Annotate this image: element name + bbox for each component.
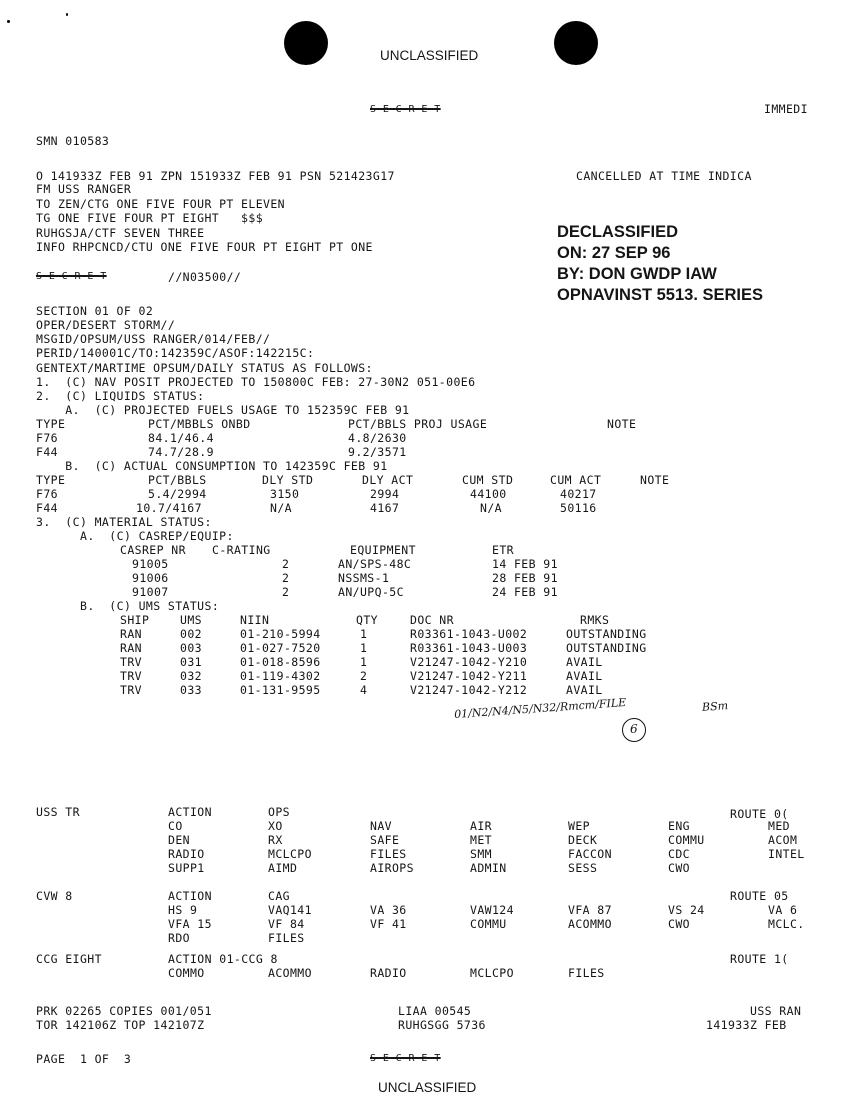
table-cell: F44 (36, 501, 58, 515)
distribution-addressee: FILES (568, 966, 605, 980)
table-cell: N/A (480, 501, 502, 515)
distribution-addressee: VA 6 (768, 903, 798, 917)
handwritten-initials: BSm (701, 699, 729, 714)
dtg-line: O 141933Z FEB 91 ZPN 151933Z FEB 91 PSN 521423G17 (36, 169, 395, 183)
table-header: NOTE (607, 417, 637, 431)
table-cell: 24 FEB 91 (492, 585, 558, 599)
distribution-addressee: VFA 87 (568, 903, 612, 917)
distribution-unit: USS TR (36, 805, 80, 819)
scan-mark (66, 13, 68, 16)
table-header: CUM ACT (550, 473, 602, 487)
distribution-unit: CCG EIGHT (36, 952, 102, 966)
distribution-addressee: VF 41 (370, 917, 407, 931)
distribution-addressee: CWO (668, 861, 690, 875)
classification-top: UNCLASSIFIED (380, 48, 479, 63)
table-cell: 5.4/2994 (148, 487, 207, 501)
table-cell: 4 (360, 683, 368, 697)
table-cell: 2994 (370, 487, 400, 501)
message-serial: //N03500// (168, 270, 242, 284)
section-title: A. (C) CASREP/EQUIP: (80, 529, 234, 543)
table-header: NOTE (640, 473, 670, 487)
table-cell: F44 (36, 445, 58, 459)
table-cell: 2 (360, 669, 368, 683)
distribution-route: ROUTE 1( (730, 952, 789, 966)
table-cell: 84.1/46.4 (148, 431, 214, 445)
body-line: PERID/140001C/TO:142359C/ASOF:142215C: (36, 346, 315, 360)
secret-marking-top: S E C R E T (370, 104, 441, 115)
table-cell: AVAIL (566, 655, 603, 669)
table-cell: 91007 (132, 585, 169, 599)
distribution-addressee: FILES (370, 847, 407, 861)
table-cell: 1 (360, 655, 368, 669)
scan-mark (7, 20, 10, 23)
table-cell: 40217 (560, 487, 597, 501)
distribution-addressee: DEN (168, 833, 190, 847)
tg-line: TG ONE FIVE FOUR PT EIGHT $$$ (36, 211, 264, 225)
footer-dtg: 141933Z FEB (706, 1018, 787, 1032)
table-cell: OUTSTANDING (566, 641, 647, 655)
distribution-addressee: OPS (268, 805, 290, 819)
punch-hole-right (554, 21, 598, 65)
section-title: B. (C) UMS STATUS: (80, 599, 220, 613)
secret-marking-bottom: S E C R E T (370, 1053, 441, 1064)
distribution-addressee: SUPP1 (168, 861, 205, 875)
distribution-addressee: CO (168, 819, 183, 833)
distribution-addressee: DECK (568, 833, 598, 847)
distribution-addressee: RADIO (168, 847, 205, 861)
table-cell: OUTSTANDING (566, 627, 647, 641)
distribution-route: ROUTE 0( (730, 807, 789, 821)
distribution-addressee: MCLC. (768, 917, 805, 931)
distribution-addressee: AIROPS (370, 861, 414, 875)
table-header: CASREP NR (120, 543, 186, 557)
distribution-addressee: SAFE (370, 833, 400, 847)
distribution-addressee: COMMU (668, 833, 705, 847)
body-line: GENTEXT/MARTIME OPSUM/DAILY STATUS AS FOLLOWS: (36, 361, 373, 375)
body-line: 2. (C) LIQUIDS STATUS: (36, 389, 205, 403)
table-cell: 031 (180, 655, 202, 669)
footer-ruhg: RUHGSGG 5736 (398, 1018, 486, 1032)
table-cell: 003 (180, 641, 202, 655)
circled-number-text: 6 (630, 722, 638, 736)
body-line: A. (C) PROJECTED FUELS USAGE TO 152359C FEB 91 (36, 403, 410, 417)
distribution-addressee: CAG (268, 889, 290, 903)
footer-liaa: LIAA 00545 (398, 1004, 472, 1018)
table-cell: TRV (120, 669, 142, 683)
table-header: PCT/BBLS (148, 473, 207, 487)
table-cell: F76 (36, 431, 58, 445)
distribution-addressee: MED (768, 819, 790, 833)
table-cell: F76 (36, 487, 58, 501)
distribution-addressee: XO (268, 819, 283, 833)
distribution-addressee: ACOMMO (568, 917, 612, 931)
footer-prk: PRK 02265 COPIES 001/051 (36, 1004, 212, 1018)
body-line: 1. (C) NAV POSIT PROJECTED TO 150800C FEB: 27-30N2 051-00E6 (36, 375, 476, 389)
table-cell: R03361-1043-U003 (410, 641, 528, 655)
table-header: DOC NR (410, 613, 454, 627)
table-cell: 4.8/2630 (348, 431, 407, 445)
table-header: PCT/MBBLS ONBD (148, 417, 251, 431)
table-cell: 14 FEB 91 (492, 557, 558, 571)
distribution-addressee: VAQ141 (268, 903, 312, 917)
distribution-addressee: HS 9 (168, 903, 198, 917)
distribution-addressee: SMM (470, 847, 492, 861)
footer-tor: TOR 142106Z TOP 142107Z (36, 1018, 205, 1032)
punch-hole-left (284, 21, 328, 65)
distribution-addressee: NAV (370, 819, 392, 833)
table-header: RMKS (580, 613, 610, 627)
table-cell: 01-119-4302 (240, 669, 321, 683)
section-title: 3. (C) MATERIAL STATUS: (36, 515, 212, 529)
distribution-addressee: MCLCPO (268, 847, 312, 861)
ruhg-line: RUHGSJA/CTF SEVEN THREE (36, 226, 205, 240)
distribution-addressee: VFA 15 (168, 917, 212, 931)
distribution-addressee: ADMIN (470, 861, 507, 875)
distribution-addressee: SESS (568, 861, 598, 875)
distribution-addressee: VA 36 (370, 903, 407, 917)
table-cell: R03361-1043-U002 (410, 627, 528, 641)
distribution-addressee: ACOM (768, 833, 798, 847)
body-line: OPER/DESERT STORM// (36, 318, 176, 332)
precedence: IMMEDI (764, 102, 808, 116)
table-cell: 1 (360, 627, 368, 641)
body-line: MSGID/OPSUM/USS RANGER/014/FEB// (36, 332, 271, 346)
table-cell: RAN (120, 641, 142, 655)
table-cell: AN/UPQ-5C (338, 585, 404, 599)
page-number: PAGE 1 OF 3 (36, 1052, 132, 1066)
table-cell: V21247-1042-Y210 (410, 655, 528, 669)
stamp-line: BY: DON GWDP IAW (557, 265, 717, 283)
table-header: DLY ACT (362, 473, 414, 487)
table-cell: 032 (180, 669, 202, 683)
secret-marking-inline: S E C R E T (36, 271, 107, 282)
distribution-addressee: ACTION (168, 889, 212, 903)
table-header: NIIN (240, 613, 270, 627)
table-cell: TRV (120, 683, 142, 697)
table-cell: 033 (180, 683, 202, 697)
table-header: SHIP (120, 613, 150, 627)
distribution-addressee: ACTION 01-CCG 8 (168, 952, 278, 966)
distribution-addressee: RDO (168, 931, 190, 945)
distribution-addressee: WEP (568, 819, 590, 833)
table-cell: 002 (180, 627, 202, 641)
table-cell: NSSMS-1 (338, 571, 390, 585)
table-cell: AVAIL (566, 683, 603, 697)
table-header: C-RATING (212, 543, 271, 557)
table-cell: 91006 (132, 571, 169, 585)
distribution-addressee: RX (268, 833, 283, 847)
to-line: TO ZEN/CTG ONE FIVE FOUR PT ELEVEN (36, 197, 286, 211)
distribution-addressee: COMMU (470, 917, 507, 931)
table-cell: 74.7/28.9 (148, 445, 214, 459)
table-cell: TRV (120, 655, 142, 669)
classification-bottom: UNCLASSIFIED (378, 1080, 477, 1095)
cancel-note: CANCELLED AT TIME INDICA (576, 169, 752, 183)
table-cell: 01-210-5994 (240, 627, 321, 641)
distribution-addressee: MET (470, 833, 492, 847)
table-cell: N/A (270, 501, 292, 515)
handwritten-routing: 01/N2/N4/N5/N32/Rmcm/FILE (453, 696, 627, 721)
smn-number: SMN 010583 (36, 134, 110, 148)
distribution-addressee: INTEL (768, 847, 805, 861)
table-cell: 9.2/3571 (348, 445, 407, 459)
distribution-addressee: ENG (668, 819, 690, 833)
table-cell: AN/SPS-48C (338, 557, 412, 571)
table-header: CUM STD (462, 473, 514, 487)
stamp-line: OPNAVINST 5513. SERIES (557, 286, 764, 304)
table-cell: 2 (282, 585, 290, 599)
distribution-addressee: CWO (668, 917, 690, 931)
table-cell: 2 (282, 557, 290, 571)
distribution-addressee: COMMO (168, 966, 205, 980)
distribution-addressee: MCLCPO (470, 966, 514, 980)
table-cell: 50116 (560, 501, 597, 515)
table-cell: 44100 (470, 487, 507, 501)
distribution-addressee: VS 24 (668, 903, 705, 917)
table-header: UMS (180, 613, 202, 627)
body-line: SECTION 01 OF 02 (36, 304, 154, 318)
distribution-addressee: FACCON (568, 847, 612, 861)
table-cell: 28 FEB 91 (492, 571, 558, 585)
distribution-addressee: AIR (470, 819, 492, 833)
footer-uss: USS RAN (750, 1004, 802, 1018)
distribution-addressee: VF 84 (268, 917, 305, 931)
stamp-line: DECLASSIFIED (557, 223, 679, 241)
declassified-stamp (557, 222, 763, 306)
distribution-addressee: ACOMMO (268, 966, 312, 980)
table-header: QTY (356, 613, 378, 627)
table-cell: V21247-1042-Y211 (410, 669, 528, 683)
table-cell: 01-131-9595 (240, 683, 321, 697)
stamp-line: ON: 27 SEP 96 (557, 244, 671, 262)
table-header: DLY STD (262, 473, 314, 487)
table-cell: 01-018-8596 (240, 655, 321, 669)
table-cell: 91005 (132, 557, 169, 571)
table-header: TYPE (36, 473, 66, 487)
table-cell: 1 (360, 641, 368, 655)
table-cell: 4167 (370, 501, 400, 515)
info-line: INFO RHPCNCD/CTU ONE FIVE FOUR PT EIGHT PT ONE (36, 240, 373, 254)
from-line: FM USS RANGER (36, 182, 132, 196)
table-cell: 10.7/4167 (136, 501, 202, 515)
table-header: TYPE (36, 417, 66, 431)
table-cell: V21247-1042-Y212 (410, 683, 528, 697)
distribution-addressee: ACTION (168, 805, 212, 819)
table-cell: 2 (282, 571, 290, 585)
table-cell: 3150 (270, 487, 300, 501)
table-header: EQUIPMENT (350, 543, 416, 557)
circled-number (622, 718, 646, 742)
distribution-addressee: VAW124 (470, 903, 514, 917)
table-header: ETR (492, 543, 514, 557)
distribution-addressee: AIMD (268, 861, 298, 875)
table-cell: RAN (120, 627, 142, 641)
distribution-addressee: CDC (668, 847, 690, 861)
distribution-unit: CVW 8 (36, 889, 73, 903)
table-header: PCT/BBLS PROJ USAGE (348, 417, 488, 431)
table-cell: 01-027-7520 (240, 641, 321, 655)
section-title: B. (C) ACTUAL CONSUMPTION TO 142359C FEB 91 (36, 459, 388, 473)
distribution-route: ROUTE 05 (730, 889, 789, 903)
distribution-addressee: FILES (268, 931, 305, 945)
distribution-addressee: RADIO (370, 966, 407, 980)
table-cell: AVAIL (566, 669, 603, 683)
